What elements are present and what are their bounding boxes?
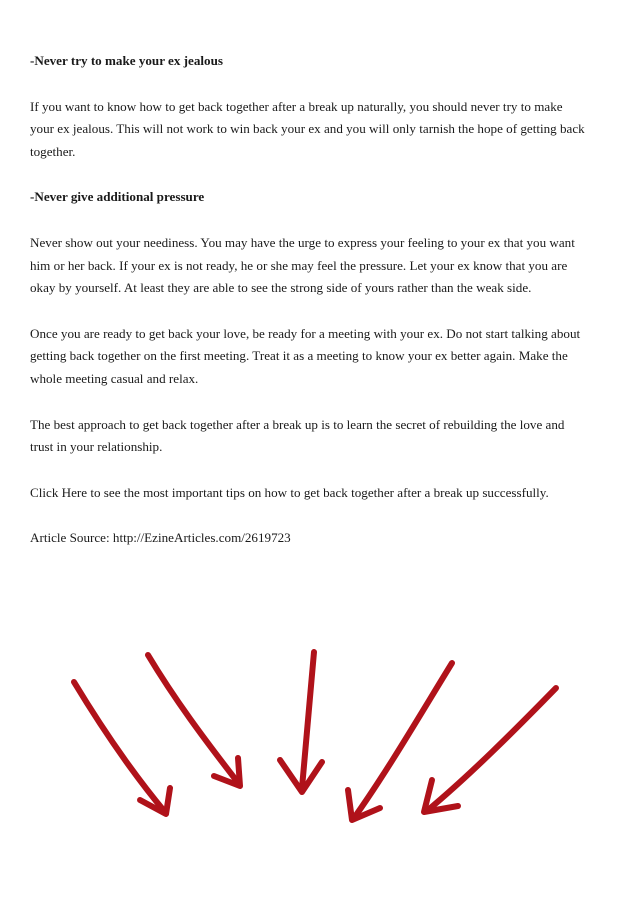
arrow-2 (148, 655, 240, 786)
paragraph-meeting: Once you are ready to get back your love, be ready for a meeting with your ex. Do not start talking about getting back together on the first meeting. Treat it as a meeting to know your ex better again. Make the whole meeting casual and relax. (30, 325, 581, 386)
paragraph-never-jealous: If you want to know how to get back together after a break up naturally, you should never try to make your ex jealous. This will not work to win back your ex and you will only tarnish the hope of getting back together. (30, 98, 585, 159)
arrow-3 (280, 652, 322, 792)
heading-never-jealous: -Never try to make your ex jealous (30, 53, 223, 68)
heading-never-pressure: -Never give additional pressure (30, 189, 205, 205)
arrow-1 (74, 682, 170, 814)
paragraph-never-pressure: Never show out your neediness. You may have the urge to express your feeling to your ex that you want him or her back. If your ex is not ready, he or she may feel the pressure. Let your ex know that you are okay by yourself. At least they are able to see the strong side of yours rather than the weak side. (30, 234, 575, 296)
paragraph-best-approach: The best approach to get back together after a break up is to learn the secret of rebuilding the love and trust in your relationship. (30, 416, 565, 455)
article-body (30, 50, 586, 573)
arrow-4 (348, 663, 452, 820)
article-source[interactable]: Article Source: http://EzineArticles.com/2619723 (30, 530, 291, 546)
arrow-5 (424, 688, 556, 812)
red-pointing-arrows-icon (0, 630, 638, 840)
paragraph-click-here[interactable]: Click Here to see the most important tips on how to get back together after a break up successfully. (30, 484, 549, 500)
